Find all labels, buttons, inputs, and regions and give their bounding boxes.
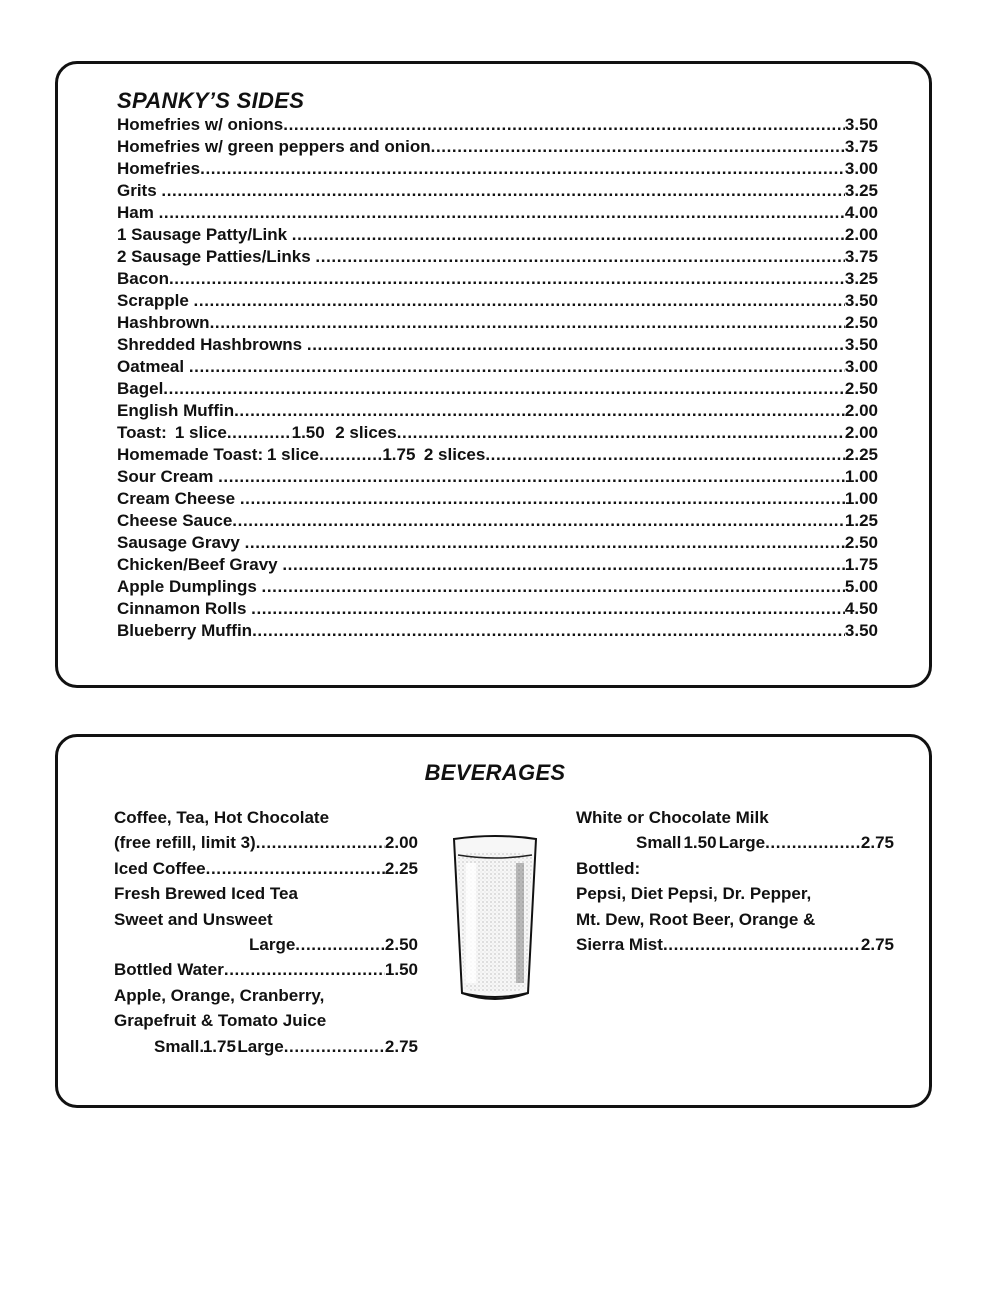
menu-item-price: 4.00 — [844, 203, 878, 222]
leader-dots — [284, 1034, 385, 1059]
beverages-left-column — [114, 805, 418, 1059]
menu-item-price: 3.25 — [844, 269, 878, 288]
leader-dots — [397, 422, 845, 444]
juice-line-2: Grapefruit & Tomato Juice — [114, 1011, 327, 1031]
menu-item-price: 3.50 — [844, 621, 878, 640]
menu-item-price: 2.50 — [844, 313, 878, 332]
menu-item-price: 2.50 — [844, 379, 878, 398]
menu-item — [117, 136, 878, 158]
menu-item-name: Homefries w/ green peppers and onion — [117, 137, 431, 156]
menu-item-name: Cheese Sauce — [117, 511, 233, 530]
menu-item-name: Hashbrown — [117, 313, 210, 332]
iced-tea-label: Fresh Brewed Iced Tea — [114, 884, 298, 904]
list-item — [114, 856, 418, 881]
menu-item-price: 1.00 — [844, 489, 878, 508]
leader-dots — [663, 932, 860, 957]
menu-item-name: Sausage Gravy — [117, 533, 245, 552]
leader-dots — [227, 422, 292, 444]
menu-item-name: 1 Sausage Patty/Link — [117, 225, 292, 244]
menu-item — [117, 620, 878, 642]
menu-item-name: Sour Cream — [117, 467, 219, 486]
menu-item-price: 3.25 — [844, 181, 878, 200]
leader-dots — [765, 830, 861, 855]
homemade-toast-two-price: 2.25 — [844, 445, 878, 464]
sides-list — [117, 114, 878, 642]
list-item — [576, 907, 894, 932]
list-item — [114, 805, 418, 830]
menu-item-price: 3.50 — [844, 115, 878, 134]
milk-large-label: Large — [718, 833, 766, 853]
menu-item-price: 3.00 — [844, 357, 878, 376]
menu-item-name: Homefries — [117, 159, 201, 178]
menu-item-price: 1.75 — [844, 555, 878, 574]
list-item — [114, 1034, 418, 1059]
homemade-toast-one-label: 1 slice — [267, 445, 319, 464]
leader-dots — [292, 224, 845, 246]
leader-dots — [232, 510, 845, 532]
menu-item — [117, 510, 878, 532]
menu-item-name: Cinnamon Rolls — [117, 599, 252, 618]
menu-item — [117, 158, 878, 180]
toast-one-label: 1 slice — [174, 423, 227, 442]
soda-line-1: Pepsi, Diet Pepsi, Dr. Pepper, — [576, 884, 812, 904]
milk-small-label: Small — [636, 833, 682, 853]
soda-line-2: Mt. Dew, Root Beer, Orange & — [576, 909, 816, 929]
menu-item — [117, 532, 878, 554]
homemade-toast-row — [117, 444, 878, 466]
menu-item — [117, 488, 878, 510]
list-item — [576, 856, 894, 881]
menu-item-price: 2.00 — [844, 401, 878, 420]
menu-item — [117, 312, 878, 334]
list-item — [114, 957, 418, 982]
menu-item-name: Grits — [117, 181, 162, 200]
leader-dots — [206, 856, 385, 881]
soda-price: 2.75 — [860, 934, 894, 954]
menu-item — [117, 598, 878, 620]
soda-line-3: Sierra Mist — [576, 934, 663, 954]
juice-small-label: Small — [154, 1036, 200, 1056]
menu-item — [117, 224, 878, 246]
beverages-title: BEVERAGES — [424, 760, 566, 785]
menu-item-name: Cream Cheese — [117, 489, 240, 508]
menu-item-price: 3.50 — [844, 291, 878, 310]
leader-dots — [224, 957, 385, 982]
juice-small-price: 1.75 — [202, 1036, 236, 1056]
menu-item — [117, 356, 878, 378]
iced-coffee-label: Iced Coffee — [114, 858, 206, 878]
leader-dots — [163, 378, 845, 400]
menu-item-name: Shredded Hashbrowns — [117, 335, 307, 354]
list-item — [114, 907, 418, 932]
menu-item-price: 3.00 — [844, 159, 878, 178]
menu-item-price: 3.75 — [844, 247, 878, 266]
leader-dots — [295, 932, 385, 957]
list-item — [114, 881, 418, 906]
leader-dots — [307, 334, 845, 356]
menu-item — [117, 554, 878, 576]
menu-item-price: 2.00 — [844, 225, 878, 244]
iced-coffee-price: 2.25 — [384, 858, 418, 878]
homemade-toast-one-price: 1.75 — [382, 445, 416, 464]
menu-item-name: Scrapple — [117, 291, 194, 310]
leader-dots — [161, 180, 845, 202]
tea-large-price: 2.50 — [384, 934, 418, 954]
list-item — [114, 830, 418, 855]
refill-price: 2.00 — [384, 833, 418, 853]
leader-dots — [256, 830, 385, 855]
leader-dots — [251, 598, 845, 620]
leader-dots — [169, 268, 845, 290]
leader-dots — [200, 158, 845, 180]
list-item — [114, 983, 418, 1008]
sweet-label: Sweet and Unsweet — [114, 909, 273, 929]
milk-large-price: 2.75 — [860, 833, 895, 853]
water-label: Bottled Water — [114, 960, 224, 980]
leader-dots — [245, 532, 845, 554]
list-item — [576, 805, 894, 830]
menu-item-name: Blueberry Muffin — [117, 621, 253, 640]
menu-item-name: Ham — [117, 203, 159, 222]
leader-dots — [159, 202, 845, 224]
leader-dots — [210, 312, 845, 334]
menu-item — [117, 202, 878, 224]
leader-dots — [282, 554, 845, 576]
menu-item-price: 3.50 — [844, 335, 878, 354]
sides-title: SPANKY’S SIDES — [117, 88, 305, 113]
coffee-label: Coffee, Tea, Hot Chocolate — [114, 808, 330, 827]
menu-item-price: 5.00 — [844, 577, 878, 596]
menu-item-name: Homefries w/ onions — [117, 115, 284, 134]
toast-row — [117, 422, 878, 444]
leader-dots — [234, 400, 845, 422]
homemade-toast-two-label: 2 slices — [423, 445, 486, 464]
menu-item-name: Oatmeal — [117, 357, 189, 376]
menu-item-price: 3.75 — [844, 137, 878, 156]
menu-item-name: Bagel — [117, 379, 164, 398]
menu-item-name: English Muffin — [117, 401, 235, 420]
menu-item-price: 1.00 — [844, 467, 878, 486]
leader-dots — [262, 576, 845, 598]
leader-dots — [252, 620, 845, 642]
leader-dots — [319, 444, 382, 466]
leader-dots — [283, 114, 845, 136]
toast-one-price: 1.50 — [291, 423, 325, 442]
milk-label: White or Chocolate Milk — [576, 808, 769, 827]
list-item — [576, 830, 894, 855]
juice-line-1: Apple, Orange, Cranberry, — [114, 985, 325, 1005]
menu-item — [117, 290, 878, 312]
toast-label: Toast: — [117, 423, 167, 442]
menu-item-name: Bacon — [117, 269, 169, 288]
menu-item — [117, 114, 878, 136]
toast-two-price: 2.00 — [844, 423, 878, 442]
menu-item-price: 4.50 — [844, 599, 878, 618]
glass-of-milk-icon — [450, 833, 540, 1005]
leader-dots — [218, 466, 845, 488]
juice-large-price: 2.75 — [384, 1036, 418, 1056]
leader-dots — [189, 356, 845, 378]
leader-dots — [240, 488, 845, 510]
refill-label: (free refill, limit 3) — [114, 833, 256, 853]
menu-item-price: 2.50 — [844, 533, 878, 552]
menu-item — [117, 378, 878, 400]
water-price: 1.50 — [384, 960, 418, 980]
juice-large-label: Large — [237, 1036, 284, 1056]
menu-item-price: 1.25 — [844, 511, 878, 530]
leader-dots — [485, 444, 845, 466]
menu-item-name: Chicken/Beef Gravy — [117, 555, 283, 574]
menu-item — [117, 246, 878, 268]
tea-large-label: Large — [249, 934, 296, 954]
beverages-right-column — [576, 805, 894, 957]
menu-item — [117, 334, 878, 356]
list-item — [576, 881, 894, 906]
menu-item-name: 2 Sausage Patties/Links — [117, 247, 316, 266]
toast-two-label: 2 slices — [335, 423, 397, 442]
menu-item-name: Apple Dumplings — [117, 577, 262, 596]
leader-dots — [431, 136, 845, 158]
leader-dots — [315, 246, 844, 268]
list-item — [114, 1008, 418, 1033]
menu-item — [117, 400, 878, 422]
milk-small-price: 1.50 — [683, 833, 717, 853]
homemade-toast-label: Homemade Toast: — [117, 445, 264, 464]
bottled-label: Bottled: — [576, 858, 641, 878]
list-item — [576, 932, 894, 957]
leader-dots — [194, 290, 845, 312]
menu-item — [117, 466, 878, 488]
menu-item — [117, 576, 878, 598]
menu-item — [117, 268, 878, 290]
list-item — [114, 932, 418, 957]
menu-item — [117, 180, 878, 202]
